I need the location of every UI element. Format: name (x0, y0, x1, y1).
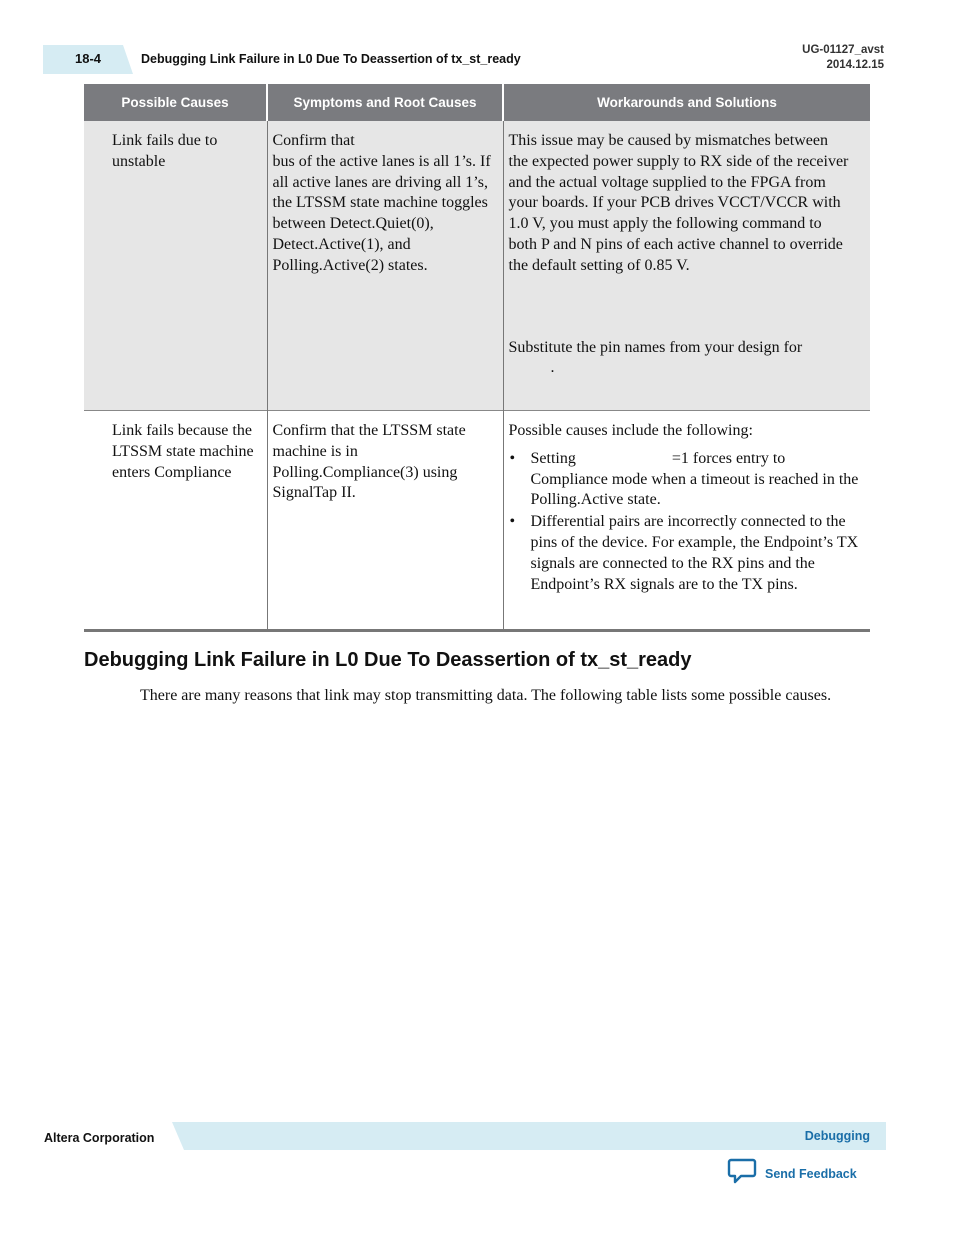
chat-bubble-icon (727, 1157, 757, 1190)
bullet-text: Differential pairs are incorrectly connected to the pins of the device. For example, the Endpoint’s TX signals are connected to the RX pins and the Endpoint’s RX signals are to the TX pins. (530, 513, 859, 593)
symptom-text: Confirm that the LTSSM state machine is in Polling.Compliance(3) using SignalTap II. (272, 422, 466, 502)
footer-company: Altera Corporation (44, 1131, 155, 1145)
cause-text: Link fails because the LTSSM state machine enters Compliance (112, 422, 254, 481)
bullet-text: =1 forces entry to Compliance mode when a timeout is reached in the Polling.Active state. (530, 449, 859, 509)
send-feedback-button[interactable] (727, 1157, 857, 1190)
page-number: 18-4 (75, 51, 102, 66)
document-info (802, 43, 884, 73)
solution-list (509, 449, 867, 596)
solution-intro: Possible causes include the following: (508, 422, 753, 439)
running-header-title: Debugging Link Failure in L0 Due To Deassertion of tx_st_ready (141, 52, 521, 66)
list-item (509, 512, 867, 595)
table-row (84, 121, 870, 411)
section-heading: Debugging Link Failure in L0 Due To Deassertion of tx_st_ready (84, 649, 692, 671)
cell-solution (503, 121, 870, 411)
bullet-prefix: Setting (530, 449, 576, 467)
section-body: There are many reasons that link may stop transmitting data. The following table lists some possible causes. (140, 687, 832, 704)
document-id: UG-01127_avst (802, 44, 884, 56)
column-header-causes: Possible Causes (84, 84, 267, 121)
cell-cause (84, 411, 267, 631)
table-header-row (84, 84, 870, 121)
solution-text: This issue may be caused by mismatches between the expected power supply to RX side of the receiver and the actual voltage supplied to the FPGA from your boards. If your PCB drives VCCT/VCCR with 1.0 V, you must apply the following command to both P and N pins of each active channel to override the default setting of 0.85 V. (508, 132, 849, 274)
footer-band (172, 1122, 886, 1150)
bullet-icon: • (509, 449, 516, 467)
column-header-symptoms: Symptoms and Root Causes (267, 84, 503, 121)
list-item (509, 449, 867, 511)
cell-solution (503, 411, 870, 631)
troubleshooting-table (84, 84, 870, 632)
solution-note: Substitute the pin names from your design for (508, 338, 803, 356)
bullet-icon: • (509, 513, 516, 531)
document-date: 2014.12.15 (826, 59, 884, 71)
footer-section-link[interactable]: Debugging (804, 1129, 870, 1143)
table-row (84, 411, 870, 631)
symptom-text: Confirm that bus of the active lanes is all 1’s. If all active lanes are driving all 1’s, the LTSSM state machine toggles between Detect.Quiet(0), Detect.Active(1), and Polling.Active(2) states. (272, 132, 491, 274)
cell-symptom (267, 411, 503, 631)
cause-text: Link fails due to unstable (112, 132, 218, 170)
send-feedback-label: Send Feedback (765, 1166, 857, 1181)
cell-cause (84, 121, 267, 411)
cell-symptom (267, 121, 503, 411)
solution-note-end: . (550, 359, 555, 377)
column-header-solutions: Workarounds and Solutions (503, 84, 870, 121)
